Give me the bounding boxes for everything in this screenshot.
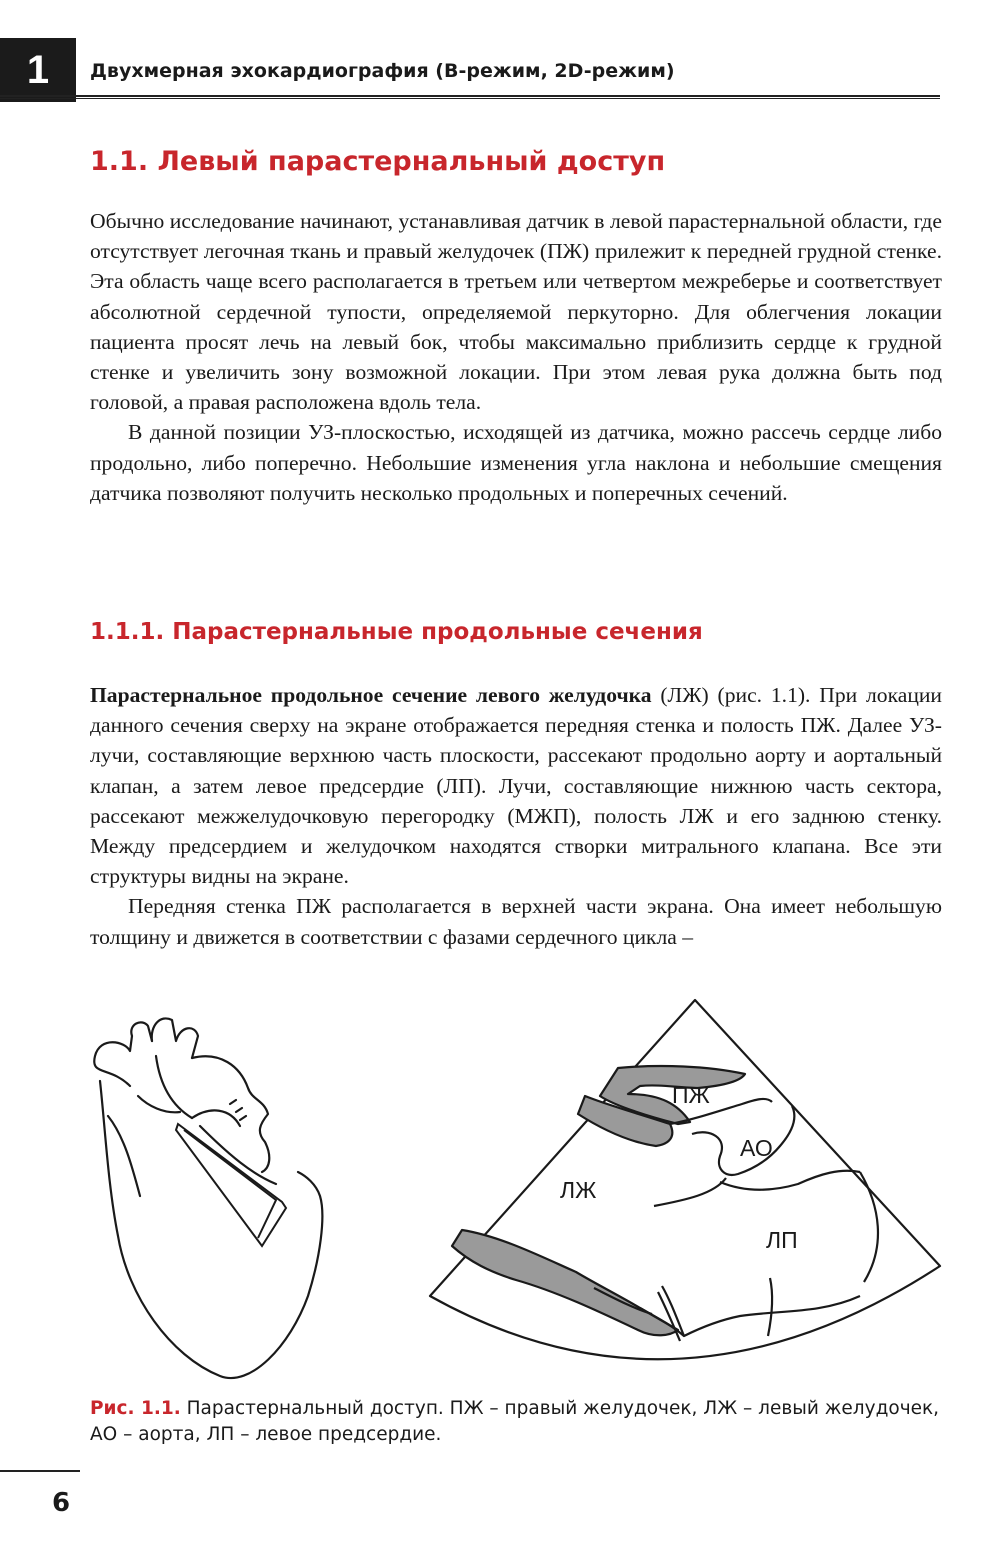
label-ao: АО: [740, 1135, 773, 1161]
caption-text: Парастернальный доступ. ПЖ – правый желудочек, ЛЖ – левый желудочек, АО – аорта, ЛП – левое предсердие.: [90, 1398, 940, 1445]
subsection-title: 1.1.1. Парастернальные продольные сечения: [90, 619, 703, 645]
heart-drawing: [94, 1018, 322, 1378]
subsection-body: [90, 680, 942, 952]
scan-plane: [176, 1124, 286, 1246]
label-rv: ПЖ: [672, 1082, 710, 1108]
section-body: [90, 206, 942, 508]
figure-caption: [90, 1396, 942, 1448]
lead-term: Парастернальное продольное сечение левого желудочка: [90, 683, 652, 707]
paragraph: Обычно исследование начинают, устанавливая датчик в левой парастернальной области, где отсутствует легочная ткань и правый желудочек (ПЖ) прилежит к передней грудной стенке. Эта область чаще всего располагается в третьем или четвертом межреберье и соответствует абсолютной сердечной тупости, определяемой перкуторно. Для облегчения локации пациента просят лечь на левый бок, чтобы максимально приблизить сердце к грудной стенке и увеличить зону возможной локации. При этом левая рука должна быть под головой, а правая расположена вдоль тела.: [90, 209, 942, 415]
page-number: 6: [52, 1488, 71, 1518]
caption-label: Рис. 1.1.: [90, 1398, 181, 1419]
chapter-number-badge: [0, 38, 76, 102]
running-title: Двухмерная эхокардиография (В-режим, 2D-режим): [90, 60, 675, 82]
lead-text: (ЛЖ) (рис. 1.1). При локации данного сечения сверху на экране отображается передняя стенка и полость ПЖ. Далее УЗ-лучи, составляющие верхнюю часть плоскости, рассекают продольно аорту и аортальный клапан, а затем левое предсердие (ЛП). Лучи, составляющие нижнюю часть сектора, рассекают межжелудочковую перегородку (МЖП), полость ЛЖ и его заднюю стенку. Между предсердием и желудочком находятся створки митрального клапана. Все эти структуры видны на экране.: [90, 683, 942, 889]
chapter-number: 1: [26, 47, 50, 92]
label-la: ЛП: [766, 1227, 798, 1253]
label-lv: ЛЖ: [560, 1177, 597, 1203]
footer-rule: [0, 1470, 80, 1472]
paragraph: В данной позиции УЗ-плоскостью, исходящей из датчика, можно рассечь сердце либо продольно, либо поперечно. Небольшие изменения угла наклона и небольшие смещения датчика позволяют получить несколько продольных и поперечных сечений.: [90, 420, 942, 505]
paragraph: Передняя стенка ПЖ располагается в верхней части экрана. Она имеет небольшую толщину и движется в соответствии с фазами сердечного цикла –: [90, 894, 942, 949]
figure-1-1: [80, 996, 960, 1381]
echo-sector: [430, 1000, 940, 1359]
header-rule: [0, 95, 940, 99]
paragraph: [90, 680, 942, 891]
section-title: 1.1. Левый парастернальный доступ: [90, 146, 666, 177]
